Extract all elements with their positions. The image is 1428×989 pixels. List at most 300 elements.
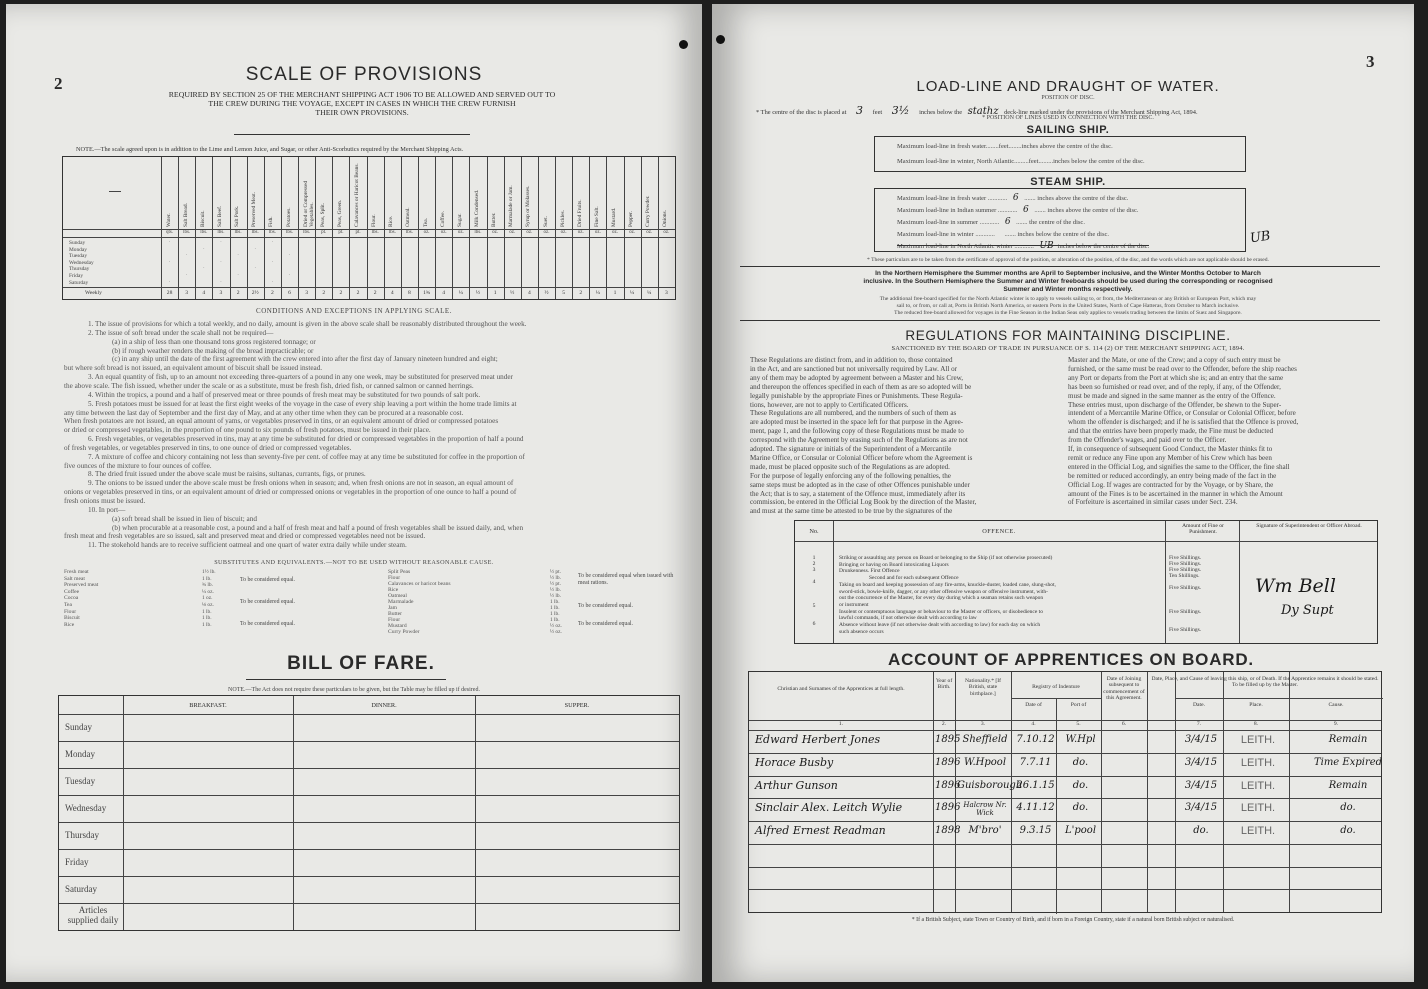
- substitute-qty: ½ lb.: [550, 575, 561, 581]
- regulation-line: any Port or departs from the Port at which she is; and an entry that the same: [1068, 373, 1284, 382]
- weekly-value: 2: [270, 290, 274, 296]
- provision-unit: oz.: [612, 230, 618, 235]
- provision-unit: oz.: [560, 230, 567, 235]
- condition-line: (b) when procurable at a reasonable cost, a pound and a half of fresh meat and half a pound of fresh vegetables shall be issued daily, and, when: [112, 523, 524, 532]
- offence-number: 2: [812, 561, 816, 567]
- equal-label: To be considered equal.: [240, 577, 295, 583]
- provision-col-header: Fish.: [268, 216, 275, 227]
- offence-text: Bringing or having on Board intoxicating Liquors: [839, 561, 949, 568]
- provision-col-header: Milk Condensed.: [473, 189, 480, 227]
- provision-unit: lbs.: [474, 230, 482, 235]
- apprentice-subheader: Place.: [1249, 702, 1263, 708]
- apprentice-header: Date, Place, and Cause of leaving this ship, or of Death. If the Apprentice remains it should be stated. To be filled up by the Master.: [1151, 676, 1379, 689]
- regulations-subtitle: SANCTIONED BY THE BOARD OF TRADE IN PURSUANCE OF S. 114 (2) OF THE MERCHANT SHIPPING ACT, 1894.: [891, 345, 1245, 352]
- apprentice-cause: Remain: [1328, 779, 1368, 791]
- apprentice-cause: do.: [1340, 825, 1356, 836]
- weekly-value: 5: [562, 290, 566, 296]
- provision-unit: oz.: [423, 230, 430, 235]
- hemisphere-note: In the Northern Hemisphere the Summer months are April to September inclusive, and the Winter Months October to March inclusive. In the Southern Hemisphere the Summer and Winter freeboards should be used during the corresponding or recognised Summer and Winter months respectively.: [863, 270, 1273, 293]
- condition-line: of fresh vegetables, or vegetables preserved in tins, to one ounce of dried or compressed vegetables.: [64, 443, 352, 452]
- equal-label: To be considered equal.: [578, 603, 633, 609]
- condition-line: 1. The issue of provisions for which a total weekly, and no daily, amount is given in the above scale shall be reasonably distributed throughout the week.: [88, 320, 527, 328]
- regulation-line: If, in consequence of subsequent Good Conduct, the Master thinks fit to: [1068, 445, 1273, 453]
- provision-col-header: Fine Salt.: [593, 206, 600, 227]
- regulation-line: in the Act, and are sanctioned but not universally required by Law. All or: [750, 364, 957, 373]
- bill-of-fare-title: BILL OF FARE.: [287, 653, 435, 674]
- provision-unit: qts.: [166, 230, 174, 235]
- offence-number: 3: [812, 567, 816, 573]
- provision-col-header: Pickles.: [559, 210, 566, 227]
- substitute-item: Coffee: [64, 588, 80, 595]
- handwritten-initials: UB: [1249, 228, 1272, 247]
- provision-col-header: Tea.: [422, 217, 429, 227]
- condition-line: (b) if rough weather renders the making of the bread impracticable; or: [112, 346, 314, 355]
- provision-col-header: Rice.: [388, 215, 395, 227]
- weekly-value: 2: [236, 290, 240, 296]
- load-line-title: LOAD-LINE AND DRAUGHT OF WATER.: [916, 78, 1220, 95]
- condition-line: 10. In port—: [88, 505, 126, 514]
- regulation-line: ment, page 1, and the following copy of these Regulations must be made to: [750, 427, 964, 436]
- day-label: Wednesday: [69, 259, 94, 266]
- substitute-qty: ¾ lb.: [202, 582, 213, 589]
- regulation-line: adopted. The signature or initials of the Superintendent of a Mercantile: [750, 445, 952, 453]
- apprentice-place: LEITH.: [1240, 779, 1276, 792]
- offence-text: Taking on board and keeping possession of any fire-arms, knuckle-duster, loaded cane, slung-shot,: [839, 581, 1056, 588]
- provision-unit: oz.: [543, 230, 550, 235]
- substitute-item: Mustard: [388, 623, 407, 629]
- provision-unit: oz.: [663, 230, 670, 235]
- substitute-qty: 1½ lb.: [202, 569, 216, 575]
- provision-unit: oz.: [457, 230, 464, 235]
- weekly-value: 8: [408, 290, 411, 296]
- weekly-value: 3: [219, 290, 223, 296]
- day-label: Monday: [69, 246, 87, 253]
- substitute-qty: ½ pt.: [550, 569, 561, 575]
- substitute-qty: ⅛ oz.: [202, 602, 214, 608]
- offence-number: 4: [812, 579, 816, 585]
- substitute-qty: ½ oz.: [550, 629, 562, 635]
- substitute-item: Flour: [388, 617, 401, 623]
- substitute-qty: 1 lb.: [550, 611, 560, 617]
- substitute-item: Fresh meat: [64, 569, 89, 575]
- condition-line: 7. A mixture of coffee and chicory containing not less than seventy-five per cent. of coffee may at any time be substituted for coffee in the proportion of: [88, 452, 525, 461]
- provision-unit: pt.: [355, 230, 361, 235]
- substitute-item: Jam: [388, 605, 398, 611]
- offence-text: Second and for each subsequent Offence: [869, 575, 959, 582]
- regulation-line: from the Offender's wages, and paid over to the Officer.: [1068, 436, 1227, 445]
- provision-unit: lbs.: [405, 230, 413, 235]
- bill-row-label: Articles supplied daily: [67, 905, 119, 925]
- substitutes-table: [64, 569, 684, 639]
- regulation-line: For the purpose of legally enforcing any of the following penalties, the: [750, 471, 951, 480]
- provision-col-header: Syrup or Molasses.: [525, 185, 532, 227]
- provision-unit: oz.: [440, 230, 447, 235]
- provision-col-header: Salt Pork.: [234, 205, 241, 227]
- left-page: [6, 4, 702, 982]
- offence-text: or instrument: [839, 601, 869, 608]
- regulation-line: must be made and signed in the same manner as the entry of the Offence.: [1068, 391, 1276, 400]
- apprentice-year: 1895: [935, 734, 961, 745]
- provision-unit: lbs.: [388, 230, 396, 235]
- apprentice-subheader: Date of: [1025, 702, 1042, 708]
- substitute-item: Preserved meat: [64, 582, 99, 589]
- offence-table: No. OFFENCE. Amount of Fine or Punishment. Signature of Superintendent or Officer Abroad. 1 2 3 4 5 6 Striking or assaulting any person on Board or belonging to the Ship (if not otherwise prosecuted) Bringing or having on Board intoxicating Liquors Drunkenness. First Offence Second and for each subsequent Offence Taking on board and keeping possession of any fire-arms, knuckle-duster, loaded cane, slung-shot, sword-stick, bowie-knife, dagger, or any other offensive weapon or offensive instrument, with- out the concurrence of the Master, for every day during which a seaman retains such weapon or instrument Insolent or contemptuous language or behaviour to the Master or officers, or disobedience to lawful commands, if not otherwise dealt with according to law Absence without leave (if not otherwise dealt with according to law) for each day on which such absence occurs Five Shillings. Five Shillings. Five Shillings. Ten Shillings. Five Shillings. Five Shillings. Five Shillings. Wm Bell Dy Supt: [794, 520, 1378, 644]
- condition-line: 3. An equal quantity of fish, up to an amount not exceeding three-quarters of a pound in any one week, may be substituted for preserved meat under: [88, 373, 513, 382]
- day-label: Saturday: [69, 279, 89, 286]
- regulations-title: REGULATIONS FOR MAINTAINING DISCIPLINE.: [905, 328, 1231, 343]
- substitute-qty: 1 lb.: [202, 621, 212, 628]
- weekly-value: 28: [166, 290, 173, 296]
- apprentice-port: do.: [1072, 802, 1089, 814]
- condition-line: but where soft bread is not issued, an equivalent amount of biscuit shall be issued instead.: [64, 364, 323, 373]
- provision-col-header: Dried or Compressed Vegetables.: [302, 180, 315, 227]
- provision-col-header: Sugar.: [456, 213, 463, 227]
- substitute-qty: 1 lb.: [550, 617, 560, 623]
- regulation-line: of Forfeiture is ascertained in similar cases under Sect. 234.: [1068, 498, 1238, 507]
- regulation-line: entered in the Official Log, and signifies the same to the Officer, the fine shall: [1068, 462, 1290, 471]
- apprentice-port: L'pool: [1064, 825, 1097, 836]
- bill-row-label: Thursday: [65, 830, 99, 840]
- provision-col-header: Preserved Meat.: [251, 191, 258, 227]
- regulation-line: furnished, or the same must be read over to the Offender, before the ship reaches: [1068, 364, 1297, 373]
- apprentice-nat: M'bro': [968, 825, 1002, 836]
- condition-line: fresh onions must be issued.: [64, 497, 146, 505]
- regulation-line: intendent of a Mercantile Marine Office, or Consular or Colonial Officer, before: [1068, 409, 1296, 418]
- weekly-value: 4: [442, 290, 446, 296]
- scale-subtitle: REQUIRED BY SECTION 25 OF THE MERCHANT SHIPPING ACT 1906 TO BE ALLOWED AND SERVED OUT TO THE CREW DURING THE VOYAGE, EXCEPT IN CASES IN WHICH THE CREW FURNISH THEIR OWN PROVISIONS.: [168, 90, 556, 117]
- substitute-qty: 1 lb.: [202, 615, 212, 622]
- apprentice-header: Christian and Surnames of the Apprentices at full length.: [777, 686, 905, 692]
- condition-line: fresh meat and fresh vegetables are so issued, salt and preserved meat and dried or compressed vegetables need not be issued.: [64, 532, 426, 541]
- weekly-value: ½: [544, 290, 549, 296]
- provision-col-header: Onions.: [662, 210, 669, 227]
- apprentice-header: Date of Joining subsequent to commencement of this Agreement.: [1103, 676, 1145, 701]
- apprentice-place: LEITH.: [1240, 802, 1276, 815]
- regulation-line: Master and the Mate, or one of the Crew; and a copy of such entry must be: [1068, 356, 1281, 364]
- apprentices-footnote: * If a British Subject, state Town or Country of Birth, and if born in a Foreign Country, state if a natural born British subject or naturalised.: [911, 917, 1235, 923]
- weekly-value: 2: [356, 290, 360, 296]
- page-number-right: 3: [1366, 52, 1375, 71]
- apprentice-date: 7.10.12: [1016, 734, 1055, 745]
- apprentice-col-number: 6.: [1121, 721, 1127, 727]
- position-of-disc: POSITION OF DISC.: [1041, 95, 1095, 101]
- condition-line: 9. The onions to be issued under the above scale must be fresh onions when in season; and, when fresh onions are not in season, an equal amount of: [88, 479, 514, 488]
- provision-col-header: Pepper.: [628, 210, 635, 227]
- day-label: Thursday: [69, 266, 90, 273]
- bill-note: NOTE.—The Act does not require these particulars to be given, but the Table may be filled up if desired.: [228, 687, 480, 693]
- condition-line: (a) soft bread shall be issued in lieu of biscuit; and: [112, 514, 257, 523]
- regulation-line: and that the entries have been properly made, the Fine must be deducted: [1068, 427, 1274, 436]
- regulation-line: remit or reduce any Fine upon any Member of his Crew which has been: [1068, 453, 1272, 462]
- regulation-line: legally punishable by the appropriate Fines or Punishments. These Regula-: [750, 391, 963, 400]
- provisions-table: Water. qts. 28 · · · Salt Bread. lbs. 3 · · Biscuit. lbs. 4 · · Salt Beef. lbs. 3 · · · Salt Pork. lbs. 2 · · Preserved Meat. lbs. 2½ · · Fish. lbs. 2 · · · Potatoes. lbs. 6 · · Dried or Compressed Vegetables. lbs. 3 Peas, Split. pt. 2 Peas, Green. pt. 2 Calavances or Haricot Beans. pt. 2 Flour. lbs. 2 Rice. lbs. 4 Oatmeal. lbs. 8 Tea. oz. 1¾ Coffee. oz. 4 Sugar. oz. ¼ Milk Condensed. lbs. ½ Butter. oz. 1 Marmalade or Jam. oz. ½ Syrup or Molasses. oz. 4 Suet. oz. ½ Pickles. oz. 5 Dried Fruits. oz. 2 Fine Salt. oz. ¼ Mustard. oz. 1 Pepper. oz. ¼ Curry Powder. oz. ¼ Onions. oz. 3 Sunday Monday Tuesday Wednesday Thursday Friday Saturday Weekly: [62, 156, 676, 300]
- disc-line: * The centre of the disc is placed at 3 feet 3½ inches below the stathz deck-line marked under the provisions of the Merchant Shipping Act, 1894.: [756, 104, 1198, 117]
- provision-col-header: Coffee.: [439, 211, 446, 227]
- substitute-item: Butter: [388, 611, 402, 617]
- condition-line: 2. The issue of soft bread under the scale shall not be required—: [88, 328, 274, 337]
- provision-unit: lbs.: [268, 230, 276, 235]
- weekly-value: ¼: [458, 290, 463, 296]
- substitute-qty: 1 lb.: [202, 608, 212, 615]
- apprentice-header: Year of Birth.: [935, 678, 953, 691]
- provision-unit: lbs.: [234, 230, 242, 235]
- substitute-item: Flour: [64, 608, 77, 615]
- weekly-value: ½: [510, 290, 515, 296]
- position-lines: * POSITION OF LINES USED IN CONNECTION WITH THE DISC.: [982, 115, 1154, 121]
- apprentice-date: 7.7.11: [1019, 756, 1052, 768]
- substitute-item: Tea: [64, 602, 72, 608]
- weekly-value: 1: [613, 290, 617, 296]
- provision-col-header: Flour.: [371, 214, 378, 227]
- provision-col-header: Peas, Split.: [319, 202, 326, 227]
- provision-unit: pt.: [338, 230, 344, 235]
- substitute-item: Biscuit: [64, 615, 80, 622]
- apprentice-col-number: 8.: [1253, 721, 1259, 727]
- sailing-title: SAILING SHIP.: [1026, 124, 1110, 136]
- apprentice-date: 4.11.12: [1016, 802, 1055, 814]
- apprentice-year: 1898: [935, 825, 961, 836]
- page-number-left: 2: [54, 74, 63, 93]
- apprentice-subheader: Cause.: [1328, 702, 1344, 708]
- weekly-value: ¼: [647, 290, 652, 296]
- provision-unit: lbs.: [217, 230, 225, 235]
- substitute-item: Marmalade: [388, 599, 414, 605]
- offence-number: 6: [812, 621, 816, 627]
- apprentice-col-number: 1.: [838, 721, 844, 727]
- regulation-line: made, must be placed opposite such of the Regulations as are adopted.: [750, 462, 950, 471]
- condition-line: the above scale. The fish issued, whether under the scale or as a substitute, must be fresh fish, dried fish, or canned salmon or canned herrings.: [64, 381, 474, 390]
- condition-line: any time between the last day of September and the first day of May, and at any other time when they can be procured at a reasonable cost.: [64, 408, 464, 417]
- bill-row-label: Sunday: [65, 722, 92, 732]
- substitute-qty: ½ lb.: [550, 587, 561, 593]
- apprentice-name: Edward Herbert Jones: [755, 733, 881, 746]
- weekly-label: Weekly: [85, 290, 102, 296]
- substitute-item: Rice: [388, 587, 399, 593]
- regulation-line: and thereupon the offences specified in each of them as are so adopted will be: [750, 382, 972, 391]
- scale-note: NOTE.—The scale agreed upon is in addition to the Lime and Lemon Juice, and Sugar, or other Anti-Scorbutics required by the Merchant Shipping Acts.: [76, 146, 464, 153]
- condition-line: (c) in any ship until the date of the first agreement with the crew entered into after the first day of January nineteen hundred and eight;: [112, 355, 498, 364]
- steam-row: Maximum load-line in Indian summer ............ 6 ....... inches above the centre of the disc.: [897, 205, 1139, 215]
- apprentice-cause: Remain: [1328, 734, 1368, 745]
- apprentice-cause: do.: [1340, 802, 1356, 814]
- provision-unit: lbs.: [200, 230, 208, 235]
- weekly-value: 2½: [251, 290, 259, 296]
- bill-row-label: Wednesday: [65, 803, 107, 813]
- regulation-line: the Act; that is to say, a statement of the Offence must, immediately after its: [750, 489, 966, 498]
- provision-unit: lbs.: [303, 230, 311, 235]
- offence-text: sword-stick, bowie-knife, dagger, or any other offensive weapon or offensive instrument, with-: [839, 588, 1048, 595]
- provision-unit: oz.: [646, 230, 653, 235]
- fine-amount: Five Shillings.: [1169, 609, 1202, 615]
- substitute-item: Oatmeal: [388, 593, 407, 599]
- steam-row: Maximum load-line in North Atlantic winter ............ UB inches below the centre of the disc.: [897, 241, 1150, 251]
- weekly-value: 3: [305, 290, 309, 296]
- apprentices-table: [748, 671, 1382, 913]
- condition-line: five ounces of the mixture to four ounces of coffee.: [64, 461, 212, 470]
- offence-text: Striking or assaulting any person on Board or belonging to the Ship (if not otherwise prosecuted): [839, 555, 1053, 561]
- regulation-line: These Regulations are distinct from, and in addition to, those contained: [750, 356, 953, 364]
- regulation-line: be remitted or reduced accordingly, an entry being made of the fact in the: [1068, 471, 1277, 480]
- weekly-value: 3: [665, 290, 668, 296]
- apprentices-title: ACCOUNT OF APPRENTICES ON BOARD.: [888, 650, 1254, 669]
- fine-amount: Five Shillings.: [1169, 627, 1202, 633]
- particulars-note: * These particulars are to be taken from the certificate of approval of the position, or alteration of the position, of the disc, and the words which are not applicable should be erased.: [867, 257, 1269, 263]
- provision-col-header: Peas, Green.: [336, 199, 343, 227]
- apprentice-col-number: 5.: [1076, 721, 1081, 727]
- bill-row-label: Saturday: [65, 884, 97, 894]
- apprentice-leave-date: 3/4/15: [1184, 779, 1218, 791]
- day-label: Tuesday: [69, 253, 88, 260]
- condition-line: 4. Within the tropics, a pound and a half of preserved meat or three pounds of fresh meat may be substituted for two pounds of salt pork.: [88, 390, 481, 399]
- apprentice-cause: Time Expired: [1313, 756, 1383, 768]
- weekly-value: 4: [390, 290, 394, 296]
- condition-line: 5. Fresh potatoes must be issued for at least the first eight weeks of the voyage in the case of every ship leaving a port within the home trade limits at: [88, 399, 517, 408]
- weekly-value: ¼: [630, 290, 635, 296]
- weekly-value: 1¾: [423, 290, 431, 296]
- apprentice-leave-date: 3/4/15: [1184, 756, 1218, 768]
- regulation-line: same steps must be adopted as in the case of other Offences punishable under: [750, 480, 970, 489]
- substitutes-title: SUBSTITUTES AND EQUIVALENTS.—NOT TO BE USED WITHOUT REASONABLE CAUSE.: [214, 559, 494, 566]
- offence-text: Drunkenness. First Offence: [839, 568, 900, 575]
- weekly-value: 1: [493, 290, 497, 296]
- condition-line: 6. Fresh vegetables, or vegetables preserved in tins, may at any time be substituted for dried or compressed vegetables in the proportion of half a pound: [88, 435, 524, 444]
- equal-meat-label: To be considered equal when issued with meat rations.: [578, 573, 674, 586]
- apprentice-place: LEITH.: [1240, 825, 1276, 837]
- substitute-item: Curry Powder: [388, 629, 420, 635]
- provision-unit: lbs.: [371, 230, 379, 235]
- regulation-line: These Regulations are all numbered, and the numbers of such of them as: [750, 409, 957, 418]
- apprentice-name: Arthur Gunson: [755, 778, 838, 792]
- apprentice-nat: Sheffield: [962, 734, 1008, 745]
- substitute-item: Flour: [388, 575, 401, 581]
- apprentice-date: 9.3.15: [1019, 825, 1052, 836]
- apprentice-nat: Guisborough: [957, 779, 1023, 791]
- equal-label: To be considered equal.: [240, 621, 295, 627]
- substitute-item: Salt meat: [64, 575, 85, 582]
- substitute-qty: 1 lb.: [550, 605, 560, 611]
- regulation-line: Marine Office, or Consular or Colonial Officer before whom the Agreement is: [750, 453, 973, 462]
- apprentice-col-number: 9.: [1333, 721, 1339, 727]
- substitute-item: Cocoa: [64, 595, 79, 602]
- fine-amount: Five Shillings.: [1169, 561, 1202, 567]
- substitute-item: Split Peas: [388, 569, 411, 575]
- apprentice-col-number: 2.: [941, 721, 947, 727]
- weekly-value: 6: [288, 290, 291, 296]
- apprentice-nat: Halcrow Nr. Wick: [963, 801, 1007, 818]
- substitute-qty: 1 lb.: [202, 575, 212, 582]
- weekly-value: ¼: [595, 290, 600, 296]
- condition-line: (a) in a ship of less than one thousand tons gross registered tonnage; or: [112, 337, 316, 346]
- apprentice-place: LEITH.: [1240, 756, 1276, 769]
- apprentice-port: W.Hpl: [1065, 734, 1096, 745]
- provision-unit: oz.: [629, 230, 636, 235]
- steam-row: Maximum load-line in summer ............ 6 ....... the centre of the disc.: [897, 217, 1085, 227]
- equal-label: To be considered equal.: [578, 621, 633, 627]
- apprentice-col-number: 7.: [1196, 721, 1202, 727]
- bill-of-fare-table: [58, 695, 680, 931]
- substitute-qty: ½ lb.: [550, 593, 561, 599]
- substitute-item: Calavances or haricot beans: [388, 581, 451, 587]
- apprentice-name: Alfred Ernest Readman: [755, 824, 886, 837]
- regulation-line: tions, however, are not to apply to Certificated Officers.: [750, 400, 909, 409]
- offence-text: such absence occurs: [839, 628, 884, 635]
- apprentice-name: Sinclair Alex. Leitch Wylie: [755, 801, 903, 815]
- condition-line: 11. The stokehold hands are to receive sufficient oatmeal and one quart of water extra daily while under steam.: [88, 541, 407, 550]
- col-supper: SUPPER.: [564, 702, 590, 709]
- apprentice-year: 1896: [935, 756, 961, 768]
- apprentice-name: Horace Busby: [755, 755, 834, 769]
- regulation-line: commission, be entered in the Official Log Book by the direction of the Master,: [750, 498, 977, 507]
- provision-col-header: Marmalade or Jam.: [508, 185, 515, 227]
- regulation-line: and must at the same time be attested to be true by the signatures of the: [750, 507, 953, 516]
- provision-col-header: Butter.: [491, 212, 498, 227]
- col-breakfast: BREAKFAST.: [189, 702, 227, 709]
- provision-col-header: Water.: [165, 213, 172, 227]
- bill-row-label: Friday: [65, 857, 89, 867]
- apprentice-port: do.: [1072, 756, 1089, 768]
- fine-amount: Five Shillings.: [1169, 585, 1202, 591]
- substitute-qty: ½ oz.: [550, 623, 562, 629]
- offence-text: Absence without leave (if not otherwise dealt with according to law) for each day on which: [839, 622, 1041, 628]
- provision-col-header: Dried Fruits.: [576, 199, 583, 227]
- officer-title: Dy Supt: [1281, 603, 1334, 618]
- sailing-box: Maximum load-line in fresh water........feet........inches above the centre of the disc. Maximum load-line in winter, North Atlantic.........feet.........inches below the centre of the disc.: [874, 136, 1246, 172]
- bill-row-label: Tuesday: [65, 776, 96, 786]
- offence-text: lawful commands, if not otherwise dealt with according to law: [839, 615, 977, 622]
- provision-unit: oz.: [526, 230, 533, 235]
- condition-line: 8. The dried fruit issued under the above scale must be raisins, sultanas, currants, figs, or prunes.: [88, 470, 366, 479]
- apprentice-col-number: 4.: [1031, 721, 1036, 727]
- weekly-value: 4: [202, 290, 206, 296]
- provision-unit: lbs.: [183, 230, 191, 235]
- regulation-line: These entries must, upon discharge of the Offender, be shewn to the Super-: [1068, 400, 1282, 409]
- substitute-qty: ½ pt.: [550, 581, 561, 587]
- weekly-value: 2: [373, 290, 377, 296]
- provision-unit: lbs.: [251, 230, 259, 235]
- weekly-value: 2: [579, 290, 583, 296]
- provision-col-header: Salt Beef.: [216, 205, 223, 227]
- apprentice-port: do.: [1072, 779, 1089, 791]
- apprentice-place: LEITH.: [1240, 734, 1276, 746]
- regulation-line: Official Log. If wages are contracted for by the Voyage, or by Share, the: [1068, 480, 1274, 489]
- apprentice-subheader: Date.: [1193, 702, 1205, 708]
- equal-label: To be considered equal.: [240, 599, 295, 605]
- steam-row: Maximum load-line in fresh water ............ 6 ....... inches above the centre of the disc.: [897, 193, 1129, 203]
- freeboard-note: The additional free-board specified for the North Atlantic winter is to apply to vessels sailing to, or from, the Mediterranean or any British or European Port, which may sail to, or from, or call at, Ports in British North America, or eastern Ports in the United States, North of Cape Hatteras, from October to March inclusive. The reduced free-board allowed for voyages in the Fine Season in the Indian Seas only applies to vessels trading between the limits of Suez and Singapore.: [879, 296, 1257, 316]
- provision-col-header: Calavances or Haricot Beans.: [354, 163, 361, 227]
- apprentice-header: Registry of Indenture: [1032, 684, 1080, 690]
- weekly-value: 3: [185, 290, 189, 296]
- steam-title: STEAM SHIP.: [1030, 176, 1106, 188]
- regulation-line: any of them may be adopted by agreement between a Master and his Crew,: [750, 373, 964, 382]
- weekly-value: 4: [527, 290, 531, 296]
- provision-col-header: Mustard.: [611, 207, 618, 227]
- apprentice-leave-date: do.: [1193, 825, 1209, 836]
- substitute-qty: 1 lb.: [550, 599, 560, 605]
- scale-title: SCALE OF PROVISIONS: [245, 64, 483, 85]
- offence-text: out the concurrence of the Master, for every day during which a seaman retains such weapon: [839, 595, 1044, 602]
- provision-unit: oz.: [594, 230, 601, 235]
- apprentice-leave-date: 3/4/15: [1184, 734, 1218, 745]
- day-label: Sunday: [69, 240, 86, 246]
- provision-unit: lbs.: [285, 230, 294, 235]
- apprentice-col-number: 3.: [980, 721, 986, 727]
- apprentice-year: 1896: [935, 802, 961, 814]
- substitute-item: Rice: [64, 621, 75, 628]
- substitute-qty: ¼ oz.: [202, 588, 214, 595]
- weekly-value: 2: [322, 290, 326, 296]
- weekly-value: 2: [339, 290, 343, 296]
